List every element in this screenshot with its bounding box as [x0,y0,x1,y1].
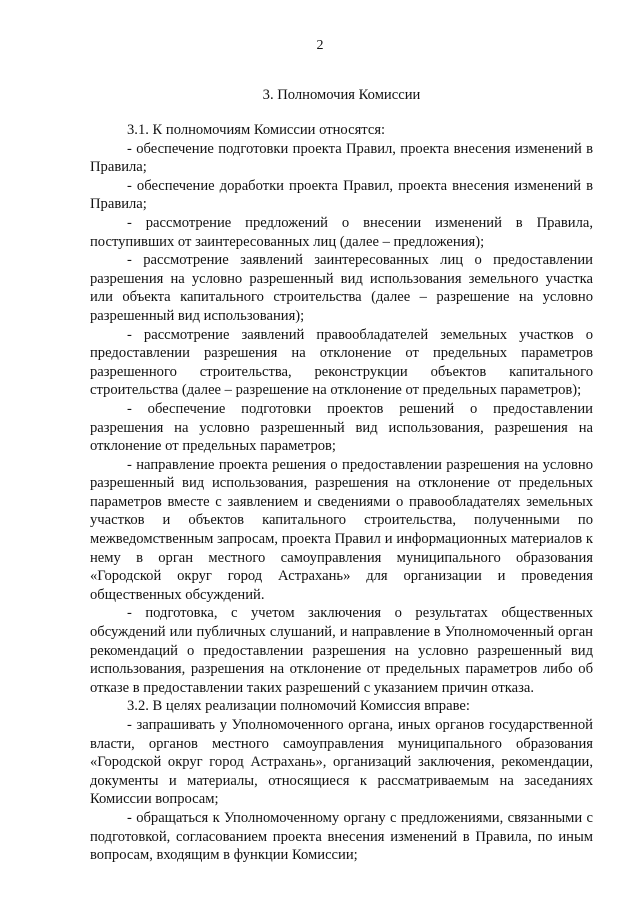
list-item: - подготовка, с учетом заключения о результатах общественных обсуждений или публичных слушаний, и направление в Уполномоченный орган рекомендаций о предоставлении разрешения на условно разрешенный вид использования, разрешения на отклонение от предельных параметров либо об отказе в предоставлении таких разрешений с указанием причин отказа. [90,605,593,696]
list-item: - рассмотрение заявлений заинтересованных лиц о предоставлении разрешения на условно разрешенный вид использования земельного участка или объекта капитального строительства (далее – разрешение на условно разрешенный вид использования); [90,252,593,324]
list-item: - рассмотрение заявлений правообладателей земельных участков о предоставлении разрешения на отклонение от предельных параметров разрешенного строительства, реконструкции объектов капитального строительства (далее – разрешение на отклонение от предельных параметров); [90,326,593,399]
section-body [90,121,593,865]
list-item: - обеспечение подготовки проекта Правил, проекта внесения изменений в Правила; [90,140,593,176]
paragraph-3-2-intro: 3.2. В целях реализации полномочий Комиссия вправе: [127,698,470,715]
list-item: - обращаться к Уполномоченному органу с предложениями, связанными с подготовкой, согласованием проекта внесения изменений в Правила, по иным вопросам, входящим в функции Комиссии; [90,809,593,864]
list-item: - рассмотрение предложений о внесении изменений в Правила, поступивших от заинтересованных лиц (далее – предложения); [90,214,593,250]
section-title: 3. Полномочия Комиссии [262,87,421,103]
list-item: - запрашивать у Уполномоченного органа, иных органов государственной власти, органов местного самоуправления муниципального образования «Городской округ город Астрахань», организаций заключения, рекомендации, документы и материалы, относящиеся к рассматриваемым на заседаниях Комиссии вопросам; [90,717,593,808]
list-item: - направление проекта решения о предоставлении разрешения на условно разрешенный вид использования, разрешения на отклонение от предельных параметров вместе с заявлением и сведениями о правообладателях земельных участков и объектов капитального строительства, полученными по межведомственным запросам, проекта Правил и информационных материалов к нему в орган местного самоуправления муниципального образования «Городской округ город Астрахань» для организации и проведения общественных обсуждений. [90,456,593,603]
list-item: - обеспечение подготовки проектов решений о предоставлении разрешения на условно разрешенный вид использования, разрешения на отклонение от предельных параметров; [90,400,593,455]
paragraph-3-1-intro: 3.1. К полномочиям Комиссии относятся: [127,122,386,138]
page-number: 2 [316,38,324,53]
list-item: - обеспечение доработки проекта Правил, проекта внесения изменений в Правила; [90,177,593,213]
